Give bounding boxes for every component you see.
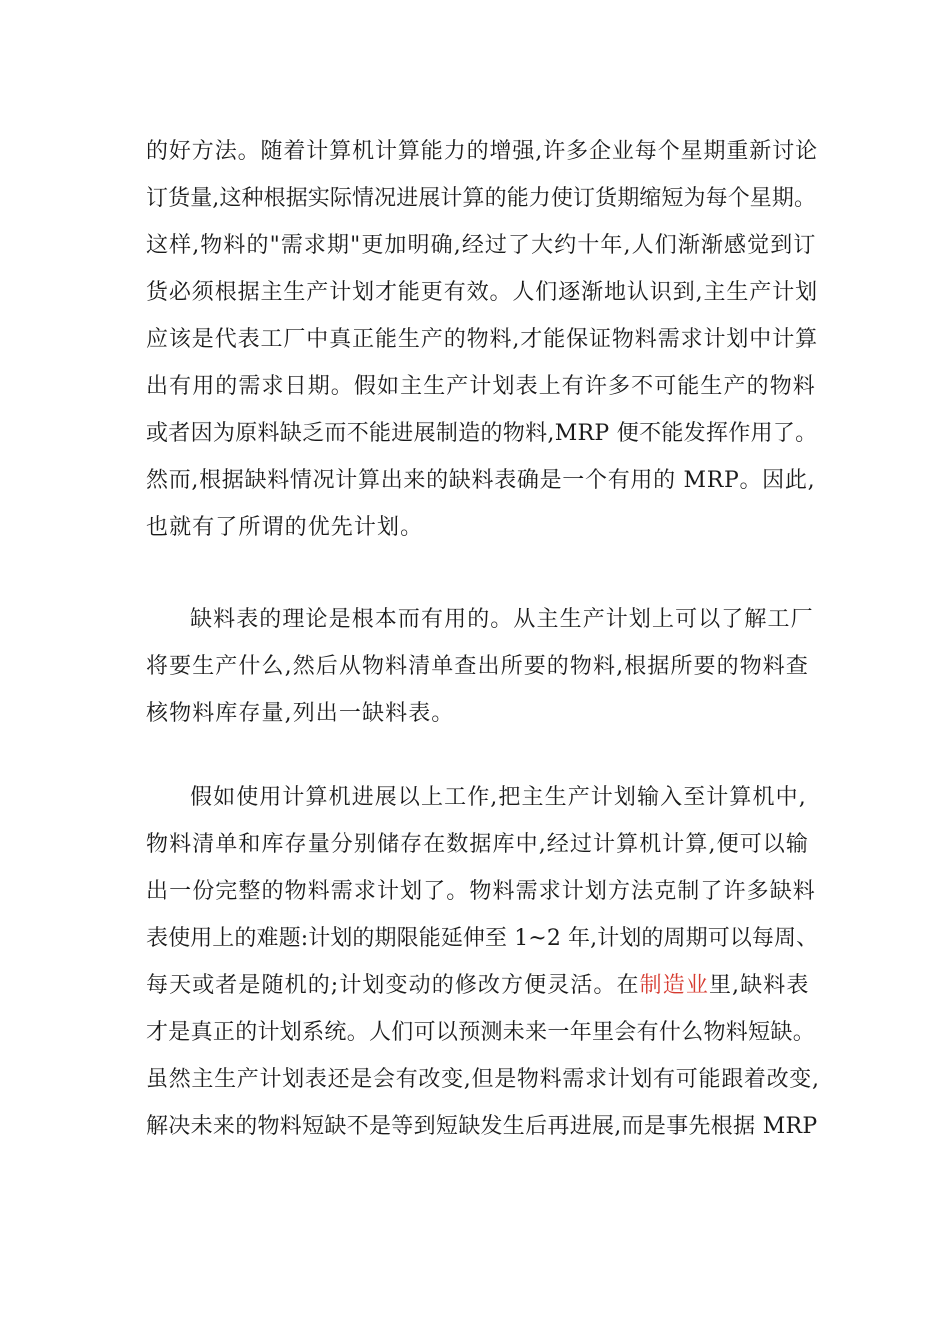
text-line-with-link	[146, 971, 809, 1001]
text-line: 解决未来的物料短缺不是等到短缺发生后再进展,而是事先根据 MRP	[146, 1114, 818, 1139]
text-line: 出一份完整的物料需求计划了。物料需求计划方法克制了许多缺料	[146, 879, 816, 904]
text-line: 才是真正的计划系统。人们可以预测未来一年里会有什么物料短缺。	[146, 1020, 816, 1045]
text-line: 或者因为原料缺乏而不能进展制造的物料,MRP 便不能发挥作用了。	[146, 421, 818, 446]
text-line: 物料清单和库存量分别储存在数据库中,经过计算机计算,便可以输	[146, 832, 809, 857]
manufacturing-link[interactable]: 制造业	[639, 973, 709, 998]
text-line: 虽然主生产计划表还是会有改变,但是物料需求计划有可能跟着改变,	[146, 1067, 820, 1092]
text-segment: 里,缺料表	[708, 973, 810, 998]
text-line: 出有用的需求日期。假如主生产计划表上有许多不可能生产的物料	[146, 374, 816, 399]
text-line: 这样,物料的"需求期"更加明确,经过了大约十年,人们渐渐感觉到订	[146, 233, 817, 258]
text-line: 表使用上的难题:计划的期限能延伸至 1~2 年,计划的周期可以每周、	[146, 926, 819, 951]
text-line: 缺料表的理论是根本而有用的。从主生产计划上可以了解工厂	[190, 607, 814, 632]
text-line: 的好方法。随着计算机计算能力的增强,许多企业每个星期重新讨论	[146, 139, 818, 164]
text-line: 然而,根据缺料情况计算出来的缺料表确是一个有用的 MRP。因此,	[146, 468, 816, 493]
text-line: 将要生产什么,然后从物料清单查出所要的物料,根据所要的物料查	[146, 654, 809, 679]
text-segment: 每天或者是随机的;计划变动的修改方便灵活。在	[146, 973, 640, 998]
text-line: 也就有了所谓的优先计划。	[146, 515, 424, 540]
text-line: 货必须根据主生产计划才能更有效。人们逐渐地认识到,主生产计划	[146, 280, 818, 305]
text-line: 应该是代表工厂中真正能生产的物料,才能保证物料需求计划中计算	[146, 327, 818, 352]
text-line: 订货量,这种根据实际情况进展计算的能力使订货期缩短为每个星期。	[146, 186, 817, 211]
text-line: 核物料库存量,列出一缺料表。	[146, 701, 455, 726]
text-line: 假如使用计算机进展以上工作,把主生产计划输入至计算机中,	[190, 785, 807, 810]
